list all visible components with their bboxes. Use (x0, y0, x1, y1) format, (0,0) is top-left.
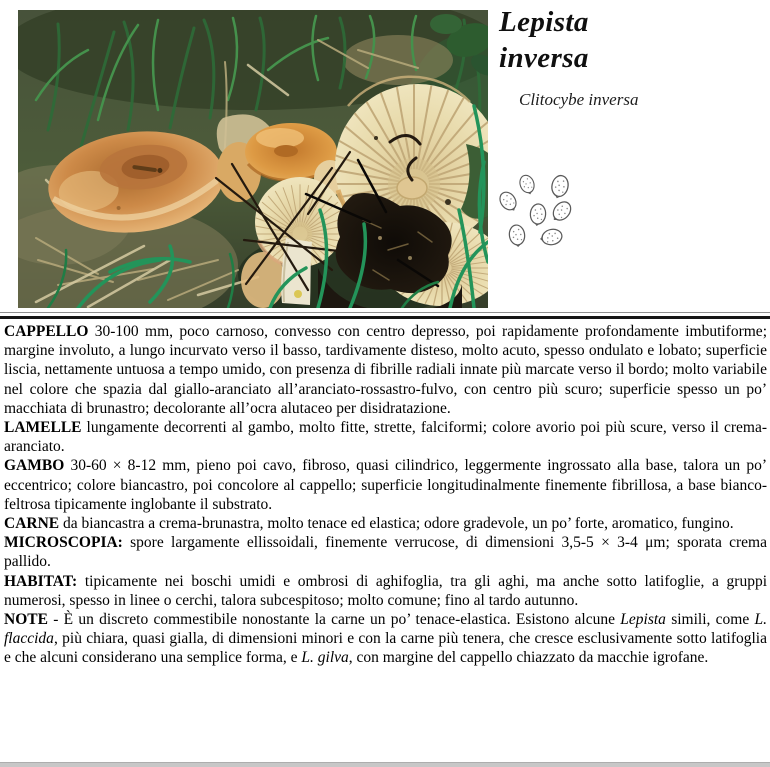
species-name-italic: L. gilva (301, 649, 349, 667)
species-name-italic: L. flaccida (4, 611, 767, 648)
section-label: GAMBO (4, 457, 65, 475)
species-title (499, 4, 589, 76)
section-text: , con margine del cappello chiazzato da macchie igrofane. (348, 649, 709, 667)
synonym-name: Clitocybe inversa (519, 90, 639, 109)
specimen-photo (18, 10, 488, 308)
section-paragraph (4, 456, 767, 514)
section-text: 30-60 × 8-12 mm, pieno poi cavo, fibroso, quasi cilindrico, leggermente ingrossato alla base, talora un po’ eccentrico; colore biancastro, poi concolore al cappello; superficie longitudinalmente finemente fibrillosa, a base bianco-feltrosa tipicamente inglobante il substrato. (4, 457, 767, 513)
section-paragraph (4, 322, 767, 418)
section-label: HABITAT: (4, 572, 78, 590)
section-label: CARNE (4, 515, 60, 533)
section-text: da biancastra a crema-brunastra, molto tenace ed elastica; odore gradevole, un po’ forte, aromatico, fungino. (59, 515, 734, 533)
species-title-line2: inversa (499, 42, 589, 74)
section-paragraph (4, 533, 767, 571)
bottom-bar (0, 762, 770, 767)
section-label: NOTE (4, 611, 48, 629)
section-text: lungamente decorrenti al gambo, molto fitte, strette, falciformi; colore avorio poi più scure, verso il crema-aranciato. (4, 419, 767, 456)
section-divider (0, 312, 770, 319)
section-label: LAMELLE (4, 419, 82, 437)
section-paragraph (4, 610, 767, 668)
section-paragraph (4, 572, 767, 610)
section-label: MICROSCOPIA: (4, 534, 123, 552)
section-text: - È un discreto commestibile nonostante la carne un po’ tenace-elastica. Esistono alcune (47, 611, 621, 629)
section-paragraph (4, 514, 767, 533)
section-text: tipicamente nei boschi umidi e ombrosi di aghifoglia, tra gli aghi, ma anche sotto latifoglie, a gruppi numerosi, spesso in linee o cerchi, talora subcespitoso; molto comune; fino al tardo autunno. (4, 572, 767, 609)
section-paragraph (4, 418, 767, 456)
section-text: , più chiara, quasi gialla, di dimensioni minori e con la carne più tenera, che cresce esclusivamente sotto latifoglia e che alcuni considerano una semplice forma, e (4, 630, 767, 667)
species-title-line1: Lepista (499, 6, 589, 38)
section-text: spore largamente ellissoidali, finemente verrucose, di dimensioni 3,5-5 × 3-4 μm; sporata crema pallido. (4, 534, 767, 571)
spore-illustration (496, 167, 588, 255)
description-body (4, 322, 767, 668)
section-label: CAPPELLO (4, 323, 89, 340)
species-name-italic: Lepista (620, 611, 666, 629)
section-text: 30-100 mm, poco carnoso, convesso con centro depresso, poi rapidamente profondamente imbutiforme; margine involuto, a lungo incurvato verso il basso, tardivamente disteso, molto acuto, spesso ondulato e lobato; superficie liscia, nettamente untuosa a tempo umido, con presenza di fibrille radiali innate più marcate verso il bordo; molto variabile nel colore che spazia dal giallo-aranciato all’aranciato-rossastro-fulvo, con centro più scuro; superficie spesso un po’ macchiata di brunastro; decolorante all’ocra alutaceo per disidratazione. (4, 323, 767, 417)
spore-group (497, 173, 575, 247)
section-text: simili, come (665, 611, 755, 629)
